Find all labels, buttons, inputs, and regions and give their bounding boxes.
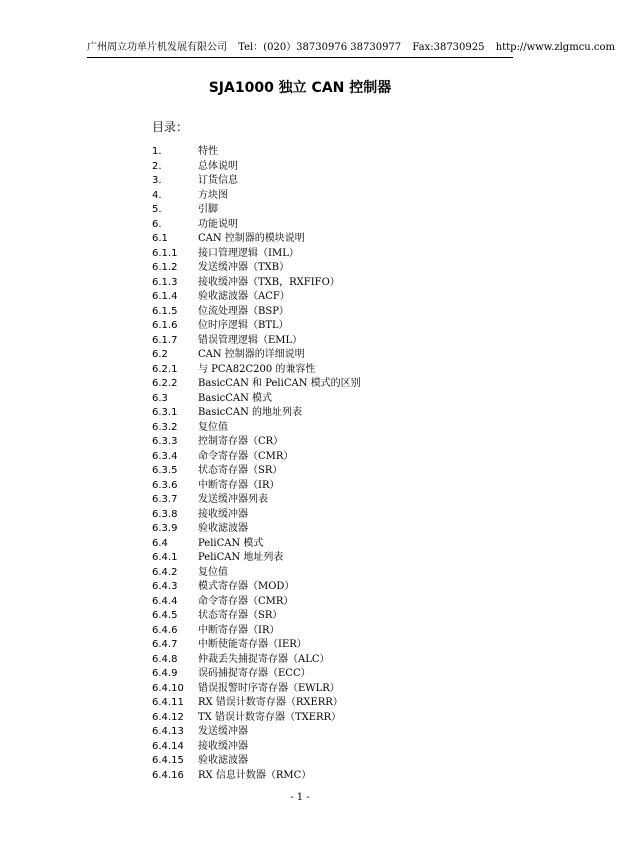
toc-entry-number: 6.4.6 bbox=[152, 624, 178, 636]
toc-entry-number: 6.1 bbox=[152, 233, 168, 244]
toc-entry[interactable] bbox=[152, 290, 512, 305]
toc-entry-title: 特性 bbox=[198, 146, 218, 157]
toc-entry-title: 接收缓冲器 bbox=[198, 740, 248, 752]
toc-entry-number: 1. bbox=[152, 146, 162, 157]
toc-entry-title: 验收滤波器 bbox=[198, 523, 248, 534]
toc-entry-title: 控制寄存器（CR） bbox=[198, 436, 284, 447]
toc-entry[interactable] bbox=[152, 174, 512, 189]
toc-entry[interactable] bbox=[152, 638, 512, 653]
toc-entry-number: 6.4.9 bbox=[152, 668, 178, 679]
toc-entry-number: 6. bbox=[152, 218, 162, 230]
toc-entry[interactable] bbox=[152, 421, 512, 436]
page-header bbox=[87, 42, 616, 54]
toc-entry[interactable] bbox=[152, 392, 512, 407]
toc-entry-number: 6.3 bbox=[152, 392, 168, 404]
toc-entry-title: 误码捕捉寄存器（ECC） bbox=[198, 668, 311, 679]
toc-entry-number: 4. bbox=[152, 189, 162, 201]
header-tel: Tel：(020）38730976 38730977 bbox=[238, 42, 402, 53]
toc-entry-title: 发送缓冲器列表 bbox=[198, 494, 268, 505]
toc-entry[interactable] bbox=[152, 319, 512, 334]
toc-entry-number: 6.4.2 bbox=[152, 566, 178, 578]
toc-entry[interactable] bbox=[152, 348, 512, 363]
toc-entry-title: 位流处理器（BSP） bbox=[198, 305, 289, 317]
toc-entry[interactable] bbox=[152, 363, 512, 378]
toc-entry-number: 6.1.6 bbox=[152, 320, 178, 331]
toc-entry[interactable] bbox=[152, 305, 512, 320]
toc-entry-number: 6.3.8 bbox=[152, 508, 178, 520]
toc-entry[interactable] bbox=[152, 537, 512, 552]
toc-entry[interactable] bbox=[152, 276, 512, 291]
toc-entry-title: TX 错误计数寄存器（TXERR） bbox=[198, 711, 342, 723]
toc-entry-title: 订货信息 bbox=[198, 175, 238, 186]
toc-entry[interactable] bbox=[152, 740, 512, 755]
toc-entry[interactable] bbox=[152, 667, 512, 682]
toc-entry-title: CAN 控制器的详细说明 bbox=[198, 349, 305, 360]
toc-entry[interactable] bbox=[152, 435, 512, 450]
toc-entry-title: 验收滤波器 bbox=[198, 755, 248, 766]
toc-entry-number: 3. bbox=[152, 175, 162, 186]
toc-entry-title: 中断寄存器（IR） bbox=[198, 479, 280, 491]
toc-entry-number: 6.1.4 bbox=[152, 291, 178, 302]
toc-entry[interactable] bbox=[152, 406, 512, 421]
toc-entry-title: 复位值 bbox=[198, 421, 228, 433]
toc-entry-title: PeliCAN 模式 bbox=[198, 537, 264, 549]
toc-entry-title: 错误报警时序寄存器（EWLR） bbox=[198, 682, 340, 694]
toc-entry[interactable] bbox=[152, 493, 512, 508]
toc-entry[interactable] bbox=[152, 464, 512, 479]
toc-entry-number: 6.3.7 bbox=[152, 494, 178, 505]
toc-entry-title: RX 错误计数寄存器（RXERR） bbox=[198, 697, 343, 708]
toc-entry-number: 6.4.15 bbox=[152, 755, 184, 766]
toc-entry-number: 6.3.6 bbox=[152, 479, 178, 491]
toc-entry-title: 与 PCA82C200 的兼容性 bbox=[198, 363, 316, 375]
toc-entry-title: 发送缓冲器 bbox=[198, 726, 248, 737]
toc-entry-number: 6.3.1 bbox=[152, 407, 178, 418]
toc-heading: 目录： bbox=[152, 120, 189, 134]
toc-entry-number: 6.4.7 bbox=[152, 639, 178, 650]
toc-entry-title: 接收缓冲器 bbox=[198, 508, 248, 520]
toc-entry-title: 接口管理逻辑（IML） bbox=[198, 247, 299, 259]
toc-entry-number: 6.1.7 bbox=[152, 334, 178, 346]
toc-entry-title: 命令寄存器（CMR） bbox=[198, 450, 294, 462]
toc-entry[interactable] bbox=[152, 479, 512, 494]
toc-entry-title: 发送缓冲器（TXB） bbox=[198, 262, 290, 273]
toc-entry[interactable] bbox=[152, 247, 512, 262]
toc-entry[interactable] bbox=[152, 653, 512, 668]
toc-entry[interactable] bbox=[152, 609, 512, 624]
toc-entry[interactable] bbox=[152, 450, 512, 465]
toc-entry[interactable] bbox=[152, 769, 512, 784]
toc-entry[interactable] bbox=[152, 566, 512, 581]
toc-entry[interactable] bbox=[152, 696, 512, 711]
toc-entry-number: 6.1.5 bbox=[152, 305, 178, 317]
toc-entry[interactable] bbox=[152, 624, 512, 639]
toc-entry-number: 6.4.13 bbox=[152, 726, 184, 737]
toc-entry-number: 5. bbox=[152, 204, 162, 215]
toc-entry-title: 引脚 bbox=[198, 204, 218, 215]
toc-entry-title: 仲裁丢失捕捉寄存器（ALC） bbox=[198, 653, 330, 665]
table-of-contents bbox=[152, 145, 512, 783]
toc-entry-title: BasicCAN 和 PeliCAN 模式的区别 bbox=[198, 378, 361, 389]
toc-entry-title: 状态寄存器（SR） bbox=[198, 610, 283, 621]
toc-entry-title: 中断寄存器（IR） bbox=[198, 624, 280, 636]
toc-entry-title: BasicCAN 模式 bbox=[198, 392, 273, 404]
toc-entry-number: 6.4.5 bbox=[152, 610, 178, 621]
toc-entry-number: 6.4.3 bbox=[152, 581, 178, 592]
toc-entry[interactable] bbox=[152, 203, 512, 218]
toc-entry-title: RX 信息计数器（RMC） bbox=[198, 769, 312, 781]
toc-entry-title: BasicCAN 的地址列表 bbox=[198, 407, 303, 418]
toc-entry-title: 模式寄存器（MOD） bbox=[198, 581, 295, 592]
toc-entry[interactable] bbox=[152, 377, 512, 392]
toc-entry-number: 6.1.1 bbox=[152, 247, 178, 259]
toc-entry-number: 6.1.3 bbox=[152, 276, 178, 288]
toc-entry-title: 错误管理逻辑（EML） bbox=[198, 334, 303, 346]
toc-entry[interactable] bbox=[152, 682, 512, 697]
toc-entry-title: PeliCAN 地址列表 bbox=[198, 552, 284, 563]
toc-entry[interactable] bbox=[152, 232, 512, 247]
toc-entry-number: 6.4.14 bbox=[152, 740, 184, 752]
toc-entry-number: 6.4.11 bbox=[152, 697, 184, 708]
toc-entry[interactable] bbox=[152, 508, 512, 523]
toc-entry-title: 中断使能寄存器（IER） bbox=[198, 639, 307, 650]
toc-entry[interactable] bbox=[152, 522, 512, 537]
toc-entry-number: 6.3.9 bbox=[152, 523, 178, 534]
toc-entry-number: 6.3.2 bbox=[152, 421, 178, 433]
toc-entry-title: 功能说明 bbox=[198, 218, 238, 230]
toc-entry-title: CAN 控制器的模块说明 bbox=[198, 233, 305, 244]
toc-entry[interactable] bbox=[152, 754, 512, 769]
toc-entry[interactable] bbox=[152, 218, 512, 233]
toc-entry[interactable] bbox=[152, 551, 512, 566]
toc-entry-number: 6.4.4 bbox=[152, 595, 178, 607]
toc-entry-title: 总体说明 bbox=[198, 160, 238, 172]
toc-entry-title: 位时序逻辑（BTL） bbox=[198, 320, 289, 331]
toc-entry-title: 命令寄存器（CMR） bbox=[198, 595, 294, 607]
toc-entry[interactable] bbox=[152, 334, 512, 349]
toc-entry[interactable] bbox=[152, 261, 512, 276]
toc-entry-number: 6.4.8 bbox=[152, 653, 178, 665]
toc-entry-number: 6.4.16 bbox=[152, 769, 184, 781]
toc-entry-number: 6.2 bbox=[152, 349, 168, 360]
toc-entry-number: 6.2.2 bbox=[152, 378, 178, 389]
toc-entry[interactable] bbox=[152, 160, 512, 175]
toc-entry-title: 复位值 bbox=[198, 566, 228, 578]
page-number: - 1 - bbox=[290, 792, 310, 803]
toc-entry[interactable] bbox=[152, 725, 512, 740]
toc-entry[interactable] bbox=[152, 595, 512, 610]
toc-entry-number: 6.2.1 bbox=[152, 363, 178, 375]
header-company: 广州周立功单片机发展有限公司 bbox=[87, 42, 227, 53]
toc-entry-number: 2. bbox=[152, 160, 162, 172]
toc-entry[interactable] bbox=[152, 189, 512, 204]
toc-entry-title: 接收缓冲器（TXB，RXFIFO） bbox=[198, 276, 340, 288]
toc-entry-number: 6.4.1 bbox=[152, 552, 178, 563]
toc-entry-title: 验收滤波器（ACF） bbox=[198, 291, 290, 302]
toc-entry-number: 6.3.5 bbox=[152, 465, 178, 476]
toc-entry-number: 6.3.3 bbox=[152, 436, 178, 447]
toc-entry-number: 6.1.2 bbox=[152, 262, 178, 273]
toc-entry[interactable] bbox=[152, 145, 512, 160]
header-fax: Fax:38730925 bbox=[412, 42, 485, 53]
toc-entry-number: 6.3.4 bbox=[152, 450, 178, 462]
toc-entry-title: 状态寄存器（SR） bbox=[198, 465, 283, 476]
toc-entry-title: 方块图 bbox=[198, 189, 228, 201]
toc-entry[interactable] bbox=[152, 711, 512, 726]
toc-entry-number: 6.4.10 bbox=[152, 682, 184, 694]
toc-entry-number: 6.4.12 bbox=[152, 711, 184, 723]
toc-entry[interactable] bbox=[152, 580, 512, 595]
header-rule bbox=[87, 57, 513, 58]
toc-entry-number: 6.4 bbox=[152, 537, 168, 549]
header-url[interactable]: http://www.zlgmcu.com bbox=[495, 42, 616, 53]
document-title: SJA1000 独立 CAN 控制器 bbox=[208, 80, 392, 96]
